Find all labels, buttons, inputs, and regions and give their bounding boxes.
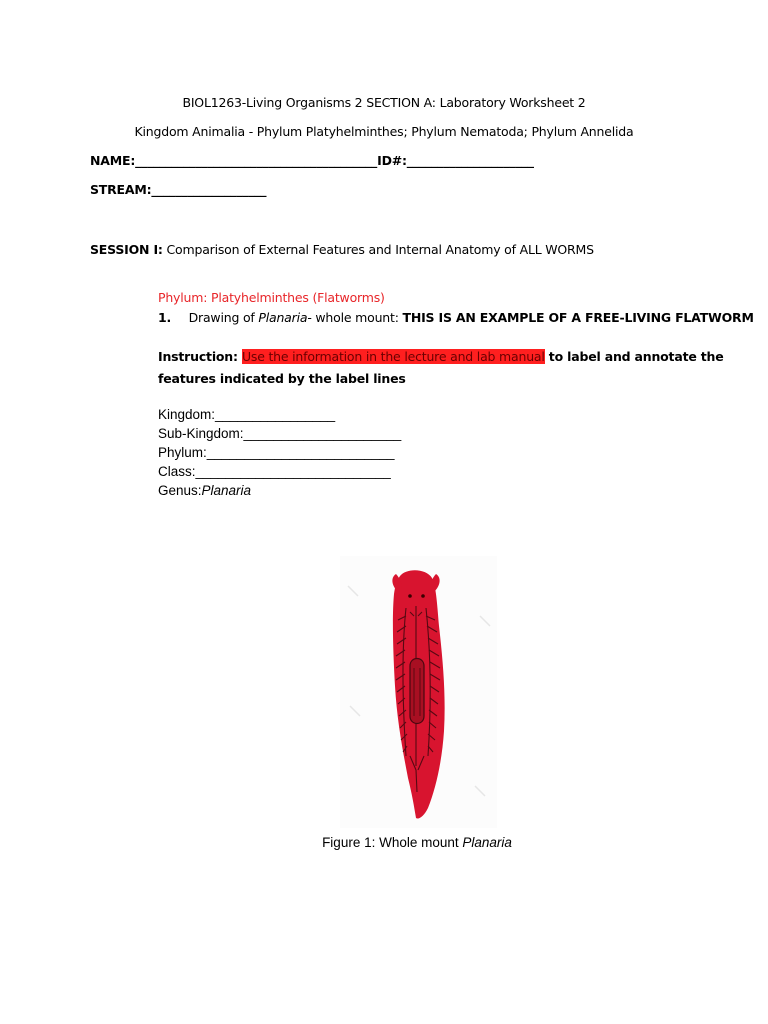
caption-prefix: Figure 1: Whole mount <box>322 835 463 850</box>
phylum-heading: Phylum: Platyhelminthes (Flatworms) <box>158 290 385 305</box>
instruction-highlight: Use the information in the lecture and lab manual <box>241 349 545 364</box>
drawing-organism: Planaria <box>258 310 308 325</box>
kingdom-field: Kingdom:________________ <box>158 407 336 422</box>
drawing-mid: - whole mount: <box>307 310 403 325</box>
stream-field: STREAM:___________________ <box>90 182 267 197</box>
instruction-rest: to label and annotate the <box>544 349 724 364</box>
session-label: SESSION I: <box>90 242 163 257</box>
session-text: Comparison of External Features and Internal Anatomy of ALL WORMS <box>162 242 594 257</box>
class-field: Class:__________________________ <box>158 464 391 479</box>
eyespot-right <box>421 594 425 598</box>
figure-caption <box>0 835 768 850</box>
session-heading <box>90 242 594 257</box>
item-number: 1. <box>158 310 172 325</box>
name-id-field: NAME:________________________________________ID#:_____________________ <box>90 153 534 168</box>
instruction-line-2: features indicated by the label lines <box>158 371 406 386</box>
sub-kingdom-field: Sub-Kingdom:_____________________ <box>158 426 402 441</box>
instruction-label: Instruction: <box>158 349 242 364</box>
caption-organism: Planaria <box>462 835 512 850</box>
genus-value: Planaria <box>201 483 252 498</box>
drawing-item <box>158 310 754 325</box>
instruction-line-1 <box>158 349 724 364</box>
drawing-prefix: Drawing of <box>188 310 259 325</box>
pharynx <box>410 659 424 724</box>
planaria-image <box>340 556 497 828</box>
drawing-note: THIS IS AN EXAMPLE OF A FREE-LIVING FLATWORM <box>402 310 754 325</box>
eyespot-left <box>408 594 412 598</box>
planaria-figure <box>340 556 497 828</box>
genus-field <box>158 483 251 498</box>
worksheet-title: BIOL1263-Living Organisms 2 SECTION A: Laboratory Worksheet 2 <box>182 95 586 110</box>
phylum-field: Phylum:_________________________ <box>158 445 395 460</box>
worksheet-subtitle: Kingdom Animalia - Phylum Platyhelminthes; Phylum Nematoda; Phylum Annelida <box>134 124 634 139</box>
genus-label: Genus: <box>158 483 202 498</box>
